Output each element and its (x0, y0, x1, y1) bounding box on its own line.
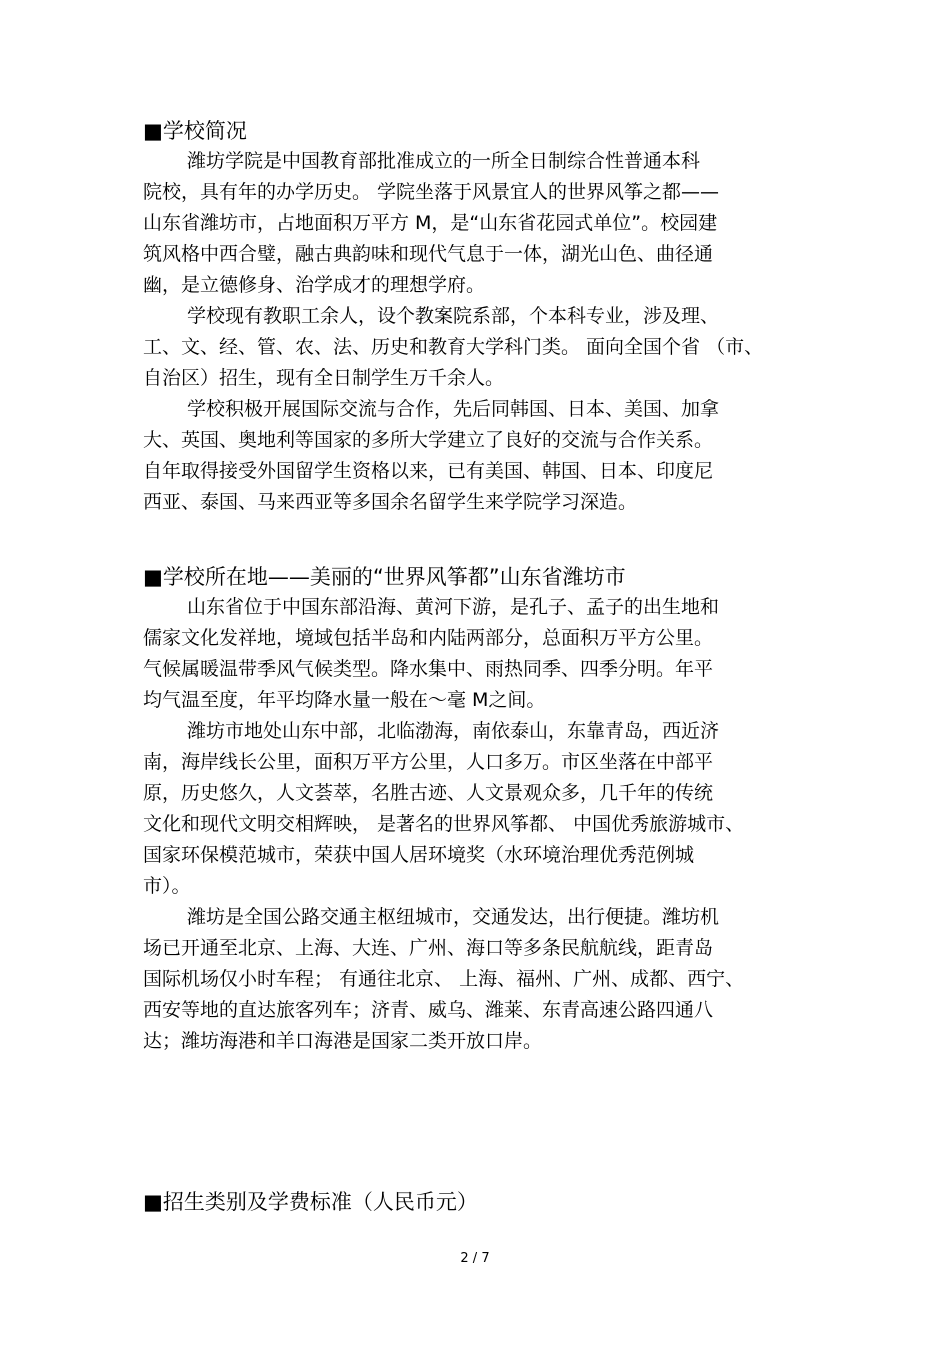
section-heading-admission-fees: ■招生类别及学费标准（人民币元） (143, 1190, 478, 1214)
paragraph-line: 幽，是立德修身、治学成才的理想学府。 (143, 274, 486, 296)
paragraph-line: 学校积极开展国际交流与合作，先后同韩国、日本、美国、加拿 (187, 398, 720, 420)
paragraph-line: 南，海岸线长公里，面积万平方公里，人口多万。市区坐落在中部平 (143, 751, 714, 773)
paragraph-line: 国际机场仅小时车程； 有通往北京、 上海、福州、广州、成都、西宁、 (143, 968, 745, 990)
paragraph-line: 自年取得接受外国留学生资格以来，已有美国、韩国、日本、印度尼 (143, 460, 714, 482)
section-body-location (143, 592, 823, 1057)
section-heading-location: ■学校所在地——美丽的“世界风筝都”山东省潍坊市 (143, 565, 626, 589)
paragraph-line: 自治区）招生，现有全日制学生万千余人。 (143, 367, 505, 389)
paragraph-line: 西亚、泰国、马来西亚等多国余名留学生来学院学习深造。 (143, 491, 638, 513)
paragraph-line: 均气温至度，年平均降水量一般在～毫 M之间。 (143, 689, 546, 711)
paragraph-line: 院校，具有年的办学历史。 学院坐落于风景宜人的世界风筝之都—— (143, 181, 720, 203)
paragraph-line: 潍坊市地处山东中部，北临渤海，南依泰山，东靠青岛，西近济 (187, 720, 720, 742)
paragraph-line: 大、英国、奥地利等国家的多所大学建立了良好的交流与合作关系。 (143, 429, 714, 451)
page-number: 2 / 7 (460, 1251, 490, 1266)
paragraph-line: 西安等地的直达旅客列车；济青、威乌、潍莱、东青高速公路四通八 (143, 999, 714, 1021)
paragraph-line: 山东省潍坊市，占地面积万平方 M，是“山东省花园式单位”。校园建 (143, 212, 718, 234)
section-body-school-overview (143, 146, 823, 518)
paragraph-line: 儒家文化发祥地，境域包括半岛和内陆两部分，总面积万平方公里。 (143, 627, 714, 649)
paragraph-line: 文化和现代文明交相辉映， 是著名的世界风筝都、 中国优秀旅游城市、 (143, 813, 745, 835)
paragraph-line: 山东省位于中国东部沿海、黄河下游，是孔子、孟子的出生地和 (187, 596, 720, 618)
paragraph-line: 潍坊是全国公路交通主枢纽城市，交通发达，出行便捷。潍坊机 (187, 906, 720, 928)
paragraph-line: 气候属暖温带季风气候类型。降水集中、雨热同季、四季分明。年平 (143, 658, 714, 680)
paragraph-line: 市）。 (143, 875, 191, 897)
paragraph-line: 学校现有教职工余人，设个教案院系部，个本科专业，涉及理、 (187, 305, 720, 327)
paragraph-line: 筑风格中西合璧，融古典韵味和现代气息于一体，湖光山色、曲径通 (143, 243, 714, 265)
paragraph-line: 达；潍坊海港和羊口海港是国家二类开放口岸。 (143, 1030, 543, 1052)
paragraph-line: 潍坊学院是中国教育部批准成立的一所全日制综合性普通本科 (187, 150, 701, 172)
paragraph-line: 场已开通至北京、上海、大连、广州、海口等多条民航航线，距青岛 (143, 937, 714, 959)
paragraph-line: 原，历史悠久，人文荟萃，名胜古迹、人文景观众多，几千年的传统 (143, 782, 714, 804)
paragraph-line: 工、文、经、管、农、法、历史和教育大学科门类。 面向全国个省 （市、 (143, 336, 764, 358)
section-heading-school-overview: ■学校简况 (143, 119, 247, 143)
paragraph-line: 国家环保模范城市，荣获中国人居环境奖（水环境治理优秀范例城 (143, 844, 695, 866)
